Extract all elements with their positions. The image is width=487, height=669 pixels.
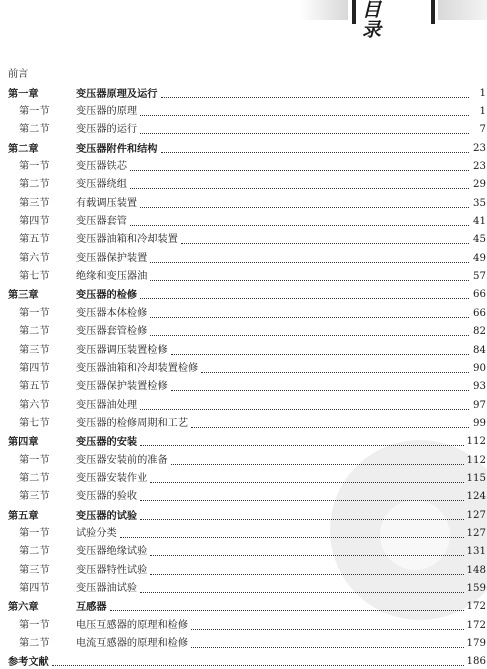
toc-entry-title: 参考文献 <box>8 656 49 669</box>
toc-dot-leader <box>181 243 469 244</box>
toc-entry-number: 第一节 <box>19 619 50 631</box>
toc-chapter-row[interactable] <box>8 137 486 155</box>
toc-page-number: 186 <box>466 656 486 668</box>
toc-page-number: 45 <box>473 234 486 246</box>
toc-entry-title: 变压器原理及运行 <box>76 87 158 100</box>
toc-entry-number: 第一节 <box>19 106 50 118</box>
toc-page-number: 172 <box>466 619 486 631</box>
toc-entry-number: 第三章 <box>8 289 39 302</box>
toc-dot-leader <box>110 610 464 611</box>
toc-dot-leader <box>191 629 463 630</box>
toc-section-row[interactable] <box>8 541 486 559</box>
toc-page-number: 66 <box>473 307 486 319</box>
toc-entry-number: 第二节 <box>19 179 50 191</box>
toc-dot-leader <box>150 262 469 263</box>
toc-entry-title: 变压器套管检修 <box>76 326 148 338</box>
toc-section-row[interactable] <box>8 614 486 632</box>
toc-preface-title: 前言 <box>8 69 29 81</box>
toc-entry-title: 变压器保护装置 <box>76 252 148 264</box>
toc-dot-leader <box>171 354 469 355</box>
toc-entry-title: 变压器的原理 <box>76 106 138 118</box>
toc-dot-leader <box>120 537 464 538</box>
toc-page-number: 112 <box>466 454 486 466</box>
toc-dot-leader <box>140 592 463 593</box>
toc-page-number: 90 <box>473 362 486 374</box>
toc-dot-leader <box>201 372 469 373</box>
toc-dot-leader <box>150 317 469 318</box>
toc-entry-number: 第二节 <box>19 326 50 338</box>
toc-entry-number: 第七节 <box>19 417 50 429</box>
toc-entry-number: 第二节 <box>19 546 50 558</box>
toc-dot-leader <box>140 133 469 134</box>
toc-section-row[interactable] <box>8 192 486 210</box>
page-header <box>0 0 487 41</box>
toc-dot-leader <box>140 115 469 116</box>
page-title: 目 录 <box>362 0 392 41</box>
toc-entry-title: 绝缘和变压器油 <box>76 271 148 283</box>
toc-page-number: 93 <box>473 381 486 393</box>
toc-section-row[interactable] <box>8 302 486 320</box>
toc-entry-title: 变压器特性试验 <box>76 564 148 576</box>
toc-entry-number: 第五节 <box>19 234 50 246</box>
toc-page-number: 23 <box>473 142 486 154</box>
toc-page-number: 7 <box>479 124 486 136</box>
toc-entry-number: 第五节 <box>19 381 50 393</box>
toc-entry-title: 变压器安装作业 <box>76 472 148 484</box>
toc-page-number: 99 <box>473 417 486 429</box>
toc-page-number: 124 <box>466 491 486 503</box>
toc-entry-title: 变压器的安装 <box>76 436 138 449</box>
toc-section-row[interactable] <box>8 486 486 504</box>
toc-entry-number: 第四节 <box>19 362 50 374</box>
toc-section-row[interactable] <box>8 468 486 486</box>
toc-section-row[interactable] <box>8 449 486 467</box>
toc-entry-number: 第六节 <box>19 252 50 264</box>
toc-dot-leader <box>150 574 463 575</box>
toc-entry-number: 第六章 <box>8 601 39 614</box>
toc-section-row[interactable] <box>8 321 486 339</box>
toc-page-number: 159 <box>466 582 486 594</box>
toc-dot-leader <box>140 500 463 501</box>
toc-page-number: 131 <box>466 546 486 558</box>
toc-section-row[interactable] <box>8 156 486 174</box>
toc-entry-number: 第七节 <box>19 271 50 283</box>
toc-entry-number: 第一节 <box>19 527 50 539</box>
toc-section-row[interactable] <box>8 174 486 192</box>
toc-page-number: 35 <box>473 197 486 209</box>
toc-entry-number: 第二节 <box>19 472 50 484</box>
toc-page-number: 179 <box>466 638 486 649</box>
toc-entry-number: 第一节 <box>19 307 50 319</box>
toc-entry-title: 变压器绕组 <box>76 179 127 191</box>
toc-entry-title: 变压器附件和结构 <box>76 142 158 155</box>
toc-section-row[interactable] <box>8 247 486 265</box>
toc-entry-number: 第四章 <box>8 436 39 449</box>
toc-section-row[interactable] <box>8 413 486 431</box>
toc-dot-leader <box>150 555 463 556</box>
toc-page-number: 82 <box>473 326 486 338</box>
toc-entry-title: 变压器保护装置检修 <box>76 381 168 393</box>
toc-dot-leader <box>150 335 469 336</box>
toc-section-row[interactable] <box>8 578 486 596</box>
toc-dot-leader <box>191 427 469 428</box>
toc-entry-number: 第三节 <box>19 197 50 209</box>
toc-entry-number: 第二节 <box>19 638 50 649</box>
toc-preface[interactable] <box>8 64 486 82</box>
toc-chapter-row[interactable] <box>8 431 486 449</box>
toc-section-row[interactable] <box>8 633 486 651</box>
toc-entry-number: 第二章 <box>8 142 39 155</box>
header-decoration-left <box>300 0 348 20</box>
header-decoration-right <box>438 0 487 20</box>
toc-section-row[interactable] <box>8 339 486 357</box>
toc-dot-leader <box>140 445 463 446</box>
table-of-contents <box>8 64 486 669</box>
toc-entry-title: 试验分类 <box>76 527 117 539</box>
toc-entry-title: 变压器油箱和冷却装置检修 <box>76 362 199 374</box>
toc-page-number: 57 <box>473 271 486 283</box>
toc-page-number: 23 <box>473 161 486 173</box>
toc-entry-title: 变压器的试验 <box>76 509 138 522</box>
toc-entry-number: 第五章 <box>8 509 39 522</box>
toc-section-row[interactable] <box>8 523 486 541</box>
toc-dot-leader <box>130 170 469 171</box>
toc-entry-title: 变压器油处理 <box>76 399 138 411</box>
toc-entry-title: 变压器安装前的准备 <box>76 454 168 466</box>
toc-section-row[interactable] <box>8 559 486 577</box>
toc-page-number: 49 <box>473 252 486 264</box>
header-bar-right <box>431 0 435 24</box>
toc-entry-title: 变压器的检修周期和工艺 <box>76 417 189 429</box>
toc-entry-title: 变压器套管 <box>76 216 127 228</box>
toc-dot-leader <box>52 665 464 666</box>
toc-entry-number: 第六节 <box>19 399 50 411</box>
toc-page-number: 112 <box>466 436 486 448</box>
toc-entry-title: 变压器绝缘试验 <box>76 546 148 558</box>
toc-entry-number: 第一章 <box>8 87 39 100</box>
toc-chapter-row[interactable] <box>8 596 486 614</box>
toc-page-number: 97 <box>473 399 486 411</box>
toc-entry-number: 第一节 <box>19 161 50 173</box>
toc-page-number: 29 <box>473 179 486 191</box>
toc-entry-number: 第三节 <box>19 344 50 356</box>
toc-entry-title: 变压器的验收 <box>76 491 138 503</box>
toc-section-row[interactable] <box>8 358 486 376</box>
toc-dot-leader <box>171 390 469 391</box>
toc-page-number: 1 <box>479 87 486 99</box>
toc-page-number: 41 <box>473 216 486 228</box>
toc-section-row[interactable] <box>8 119 486 137</box>
toc-page-number: 127 <box>466 527 486 539</box>
toc-entry-title: 电流互感器的原理和检修 <box>76 638 189 649</box>
toc-entry-title: 变压器的运行 <box>76 124 138 136</box>
toc-section-row[interactable] <box>8 266 486 284</box>
toc-page-number: 127 <box>466 509 486 521</box>
toc-entry-title: 变压器调压装置检修 <box>76 344 168 356</box>
toc-dot-leader <box>130 225 469 226</box>
toc-chapter-row[interactable] <box>8 651 486 669</box>
toc-dot-leader <box>150 280 469 281</box>
toc-entry-title: 有载调压装置 <box>76 197 138 209</box>
toc-section-row[interactable] <box>8 229 486 247</box>
toc-page-number: 1 <box>479 106 486 118</box>
toc-dot-leader <box>150 482 463 483</box>
toc-entry-title: 变压器的检修 <box>76 289 138 302</box>
toc-page-number: 115 <box>466 472 486 484</box>
toc-dot-leader <box>171 464 464 465</box>
toc-entry-number: 第三节 <box>19 564 50 576</box>
toc-entry-title: 互感器 <box>76 601 107 614</box>
toc-section-row[interactable] <box>8 376 486 394</box>
toc-dot-leader <box>161 97 470 98</box>
toc-dot-leader <box>140 298 469 299</box>
toc-page-number: 66 <box>473 289 486 301</box>
toc-entry-number: 第四节 <box>19 582 50 594</box>
toc-chapter-row[interactable] <box>8 82 486 100</box>
toc-dot-leader <box>191 647 463 648</box>
toc-section-row[interactable] <box>8 211 486 229</box>
header-bar-left <box>352 0 356 24</box>
toc-dot-leader <box>140 207 469 208</box>
toc-dot-leader <box>161 152 470 153</box>
toc-page-number: 148 <box>466 564 486 576</box>
toc-entry-title: 变压器油箱和冷却装置 <box>76 234 178 246</box>
toc-entry-number: 第四节 <box>19 216 50 228</box>
toc-chapter-row[interactable] <box>8 504 486 522</box>
toc-dot-leader <box>130 188 469 189</box>
toc-entry-title: 变压器本体检修 <box>76 307 148 319</box>
toc-chapter-row[interactable] <box>8 284 486 302</box>
toc-entry-number: 第二节 <box>19 124 50 136</box>
toc-entry-number: 第三节 <box>19 491 50 503</box>
toc-entry-title: 电压互感器的原理和检修 <box>76 619 189 631</box>
toc-dot-leader <box>140 409 469 410</box>
toc-entry-title: 变压器铁芯 <box>76 161 127 173</box>
toc-section-row[interactable] <box>8 394 486 412</box>
toc-page-number: 172 <box>466 601 486 613</box>
toc-dot-leader <box>140 519 463 520</box>
toc-entry-title: 变压器油试验 <box>76 582 138 594</box>
toc-section-row[interactable] <box>8 101 486 119</box>
toc-entry-number: 第一节 <box>19 454 50 466</box>
toc-page-number: 84 <box>473 344 486 356</box>
